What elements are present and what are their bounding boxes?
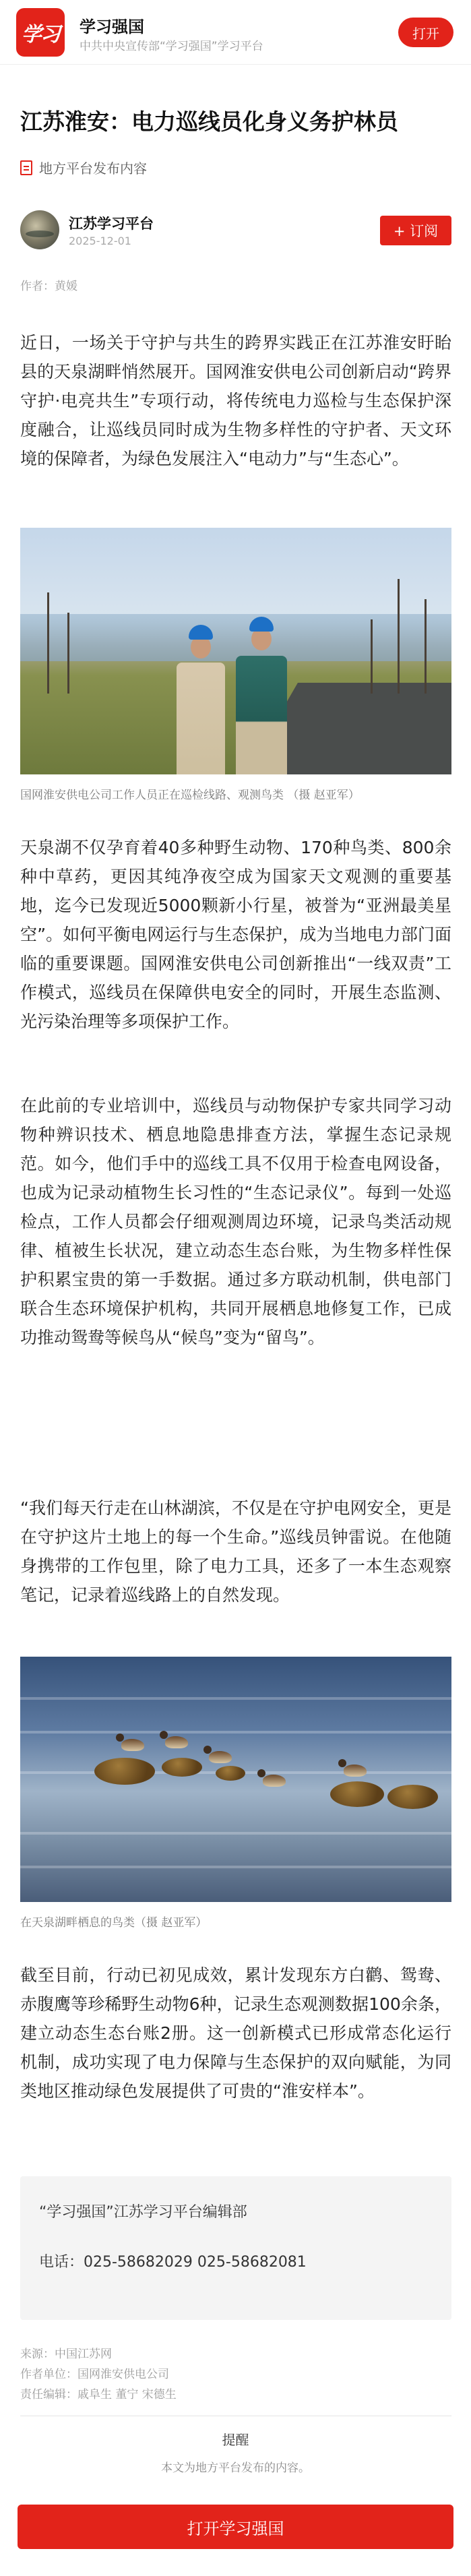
article-paragraph: 天泉湖不仅孕育着40多种野生动物、170种鸟类、800余种中草药，更因其纯净夜空成为国家天文观测的重要基地，迄今已发现近5000颗新小行星，被誉为“亚洲最美星空”。如何平衡电网运行与生态保护，成为当地电力部门面临的重要课题。国网淮安供电公司创新推出“一线双责”工作模式，巡线员在保障供电安全的同时，开展生态监测、光污染治理等多项保护工作。 bbox=[20, 838, 451, 1031]
article-paragraph: “我们每天行走在山林湖滨，不仅是在守护电网安全，更是在守护这片土地上的每一个生命。”巡线员钟雷说。在他随身携带的工作包里，除了电力工具，还多了一本生态观察笔记，记录着巡线路上的自然发现。 bbox=[20, 1498, 451, 1605]
bookmark-icon bbox=[20, 160, 32, 175]
author-row bbox=[20, 210, 451, 251]
article-photo-birds[interactable] bbox=[20, 1657, 451, 1902]
photo-caption: 国网淮安供电公司工作人员正在巡检线路、观测鸟类 （摄 赵亚军） bbox=[20, 789, 360, 802]
open-app-button[interactable]: 打开 bbox=[398, 18, 453, 47]
article-title: 江苏淮安：电力巡线员化身义务护林员 bbox=[20, 109, 398, 135]
article-paragraph: 在此前的专业培训中，巡线员与动物保护专家共同学习动物种辨识技术、栖息地隐患排查方法，掌握生态记录规范。如今，他们手中的巡线工具不仅用于检查电网设备，也成为记录动植物生长习性的“生态记录仪”。每到一处巡检点，工作人员都会仔细观测周边环境，记录鸟类活动规律、植被生长状况，建立动态生态台账，为生物多样性保护积累宝贵的第一手数据。通过多方联动机制，供电部门联合生态环境保护机构，共同开展栖息地修复工作，已成功推动鸳鸯等候鸟从“候鸟”变为“留鸟”。 bbox=[20, 1096, 451, 1347]
app-banner bbox=[0, 0, 471, 65]
source-tag bbox=[20, 158, 147, 177]
publish-date: 2025-12-01 bbox=[69, 235, 131, 247]
editor-phone: 电话：025-58682029 025-58682081 bbox=[39, 2254, 307, 2271]
app-subtitle: 中共中央宣传部“学习强国”学习平台 bbox=[80, 40, 263, 53]
author-avatar[interactable] bbox=[20, 210, 59, 249]
source-label: 地方平台发布内容 bbox=[39, 160, 147, 177]
author-name[interactable]: 江苏学习平台 bbox=[69, 216, 154, 232]
article-paragraph: 截至目前，行动已初见成效，累计发现东方白鹳、鸳鸯、赤腹鹰等珍稀野生动物6种，记录生态观测数据100余条，建立动态生态台账2册。这一创新模式已形成常态化运行机制，成功实现了电力保障与生态保护的双向赋能，为同类地区推动绿色发展提供了可贵的“淮安样本”。 bbox=[20, 1965, 451, 2101]
app-logo-icon: 学习 bbox=[16, 8, 65, 57]
editor-dept: “学习强国”江苏学习平台编辑部 bbox=[39, 2204, 247, 2221]
article-paragraph: 近日，一场关于守护与共生的跨界实践正在江苏淮安盱眙县的天泉湖畔悄然展开。国网淮安供电公司创新启动“跨界守护·电亮共生”专项行动，将传统电力巡检与生态保护深度融合，让巡线员同时成为生物多样性的守护者、天文环境的保障者，为绿色发展注入“电动力”与“生态心”。 bbox=[20, 333, 451, 468]
notice-text: 本文为地方平台发布的内容。 bbox=[161, 2461, 310, 2475]
article-photo-linemen[interactable] bbox=[20, 528, 451, 774]
editor-info-box bbox=[20, 2176, 451, 2320]
subscribe-button[interactable]: + 订阅 bbox=[380, 216, 451, 245]
open-xuexi-button[interactable]: 打开学习强国 bbox=[18, 2505, 453, 2549]
notice-title: 提醒 bbox=[222, 2432, 249, 2448]
meta-editors: 责任编辑：戚阜生 董宁 宋德生 bbox=[20, 2388, 177, 2401]
meta-origin: 来源：中国江苏网 bbox=[20, 2348, 112, 2361]
photo-caption: 在天泉湖畔栖息的鸟类（摄 赵亚军） bbox=[20, 1916, 208, 1930]
app-name: 学习强国 bbox=[80, 18, 144, 36]
meta-unit: 作者单位：国网淮安供电公司 bbox=[20, 2368, 169, 2381]
byline: 作者：黄媛 bbox=[20, 280, 77, 293]
